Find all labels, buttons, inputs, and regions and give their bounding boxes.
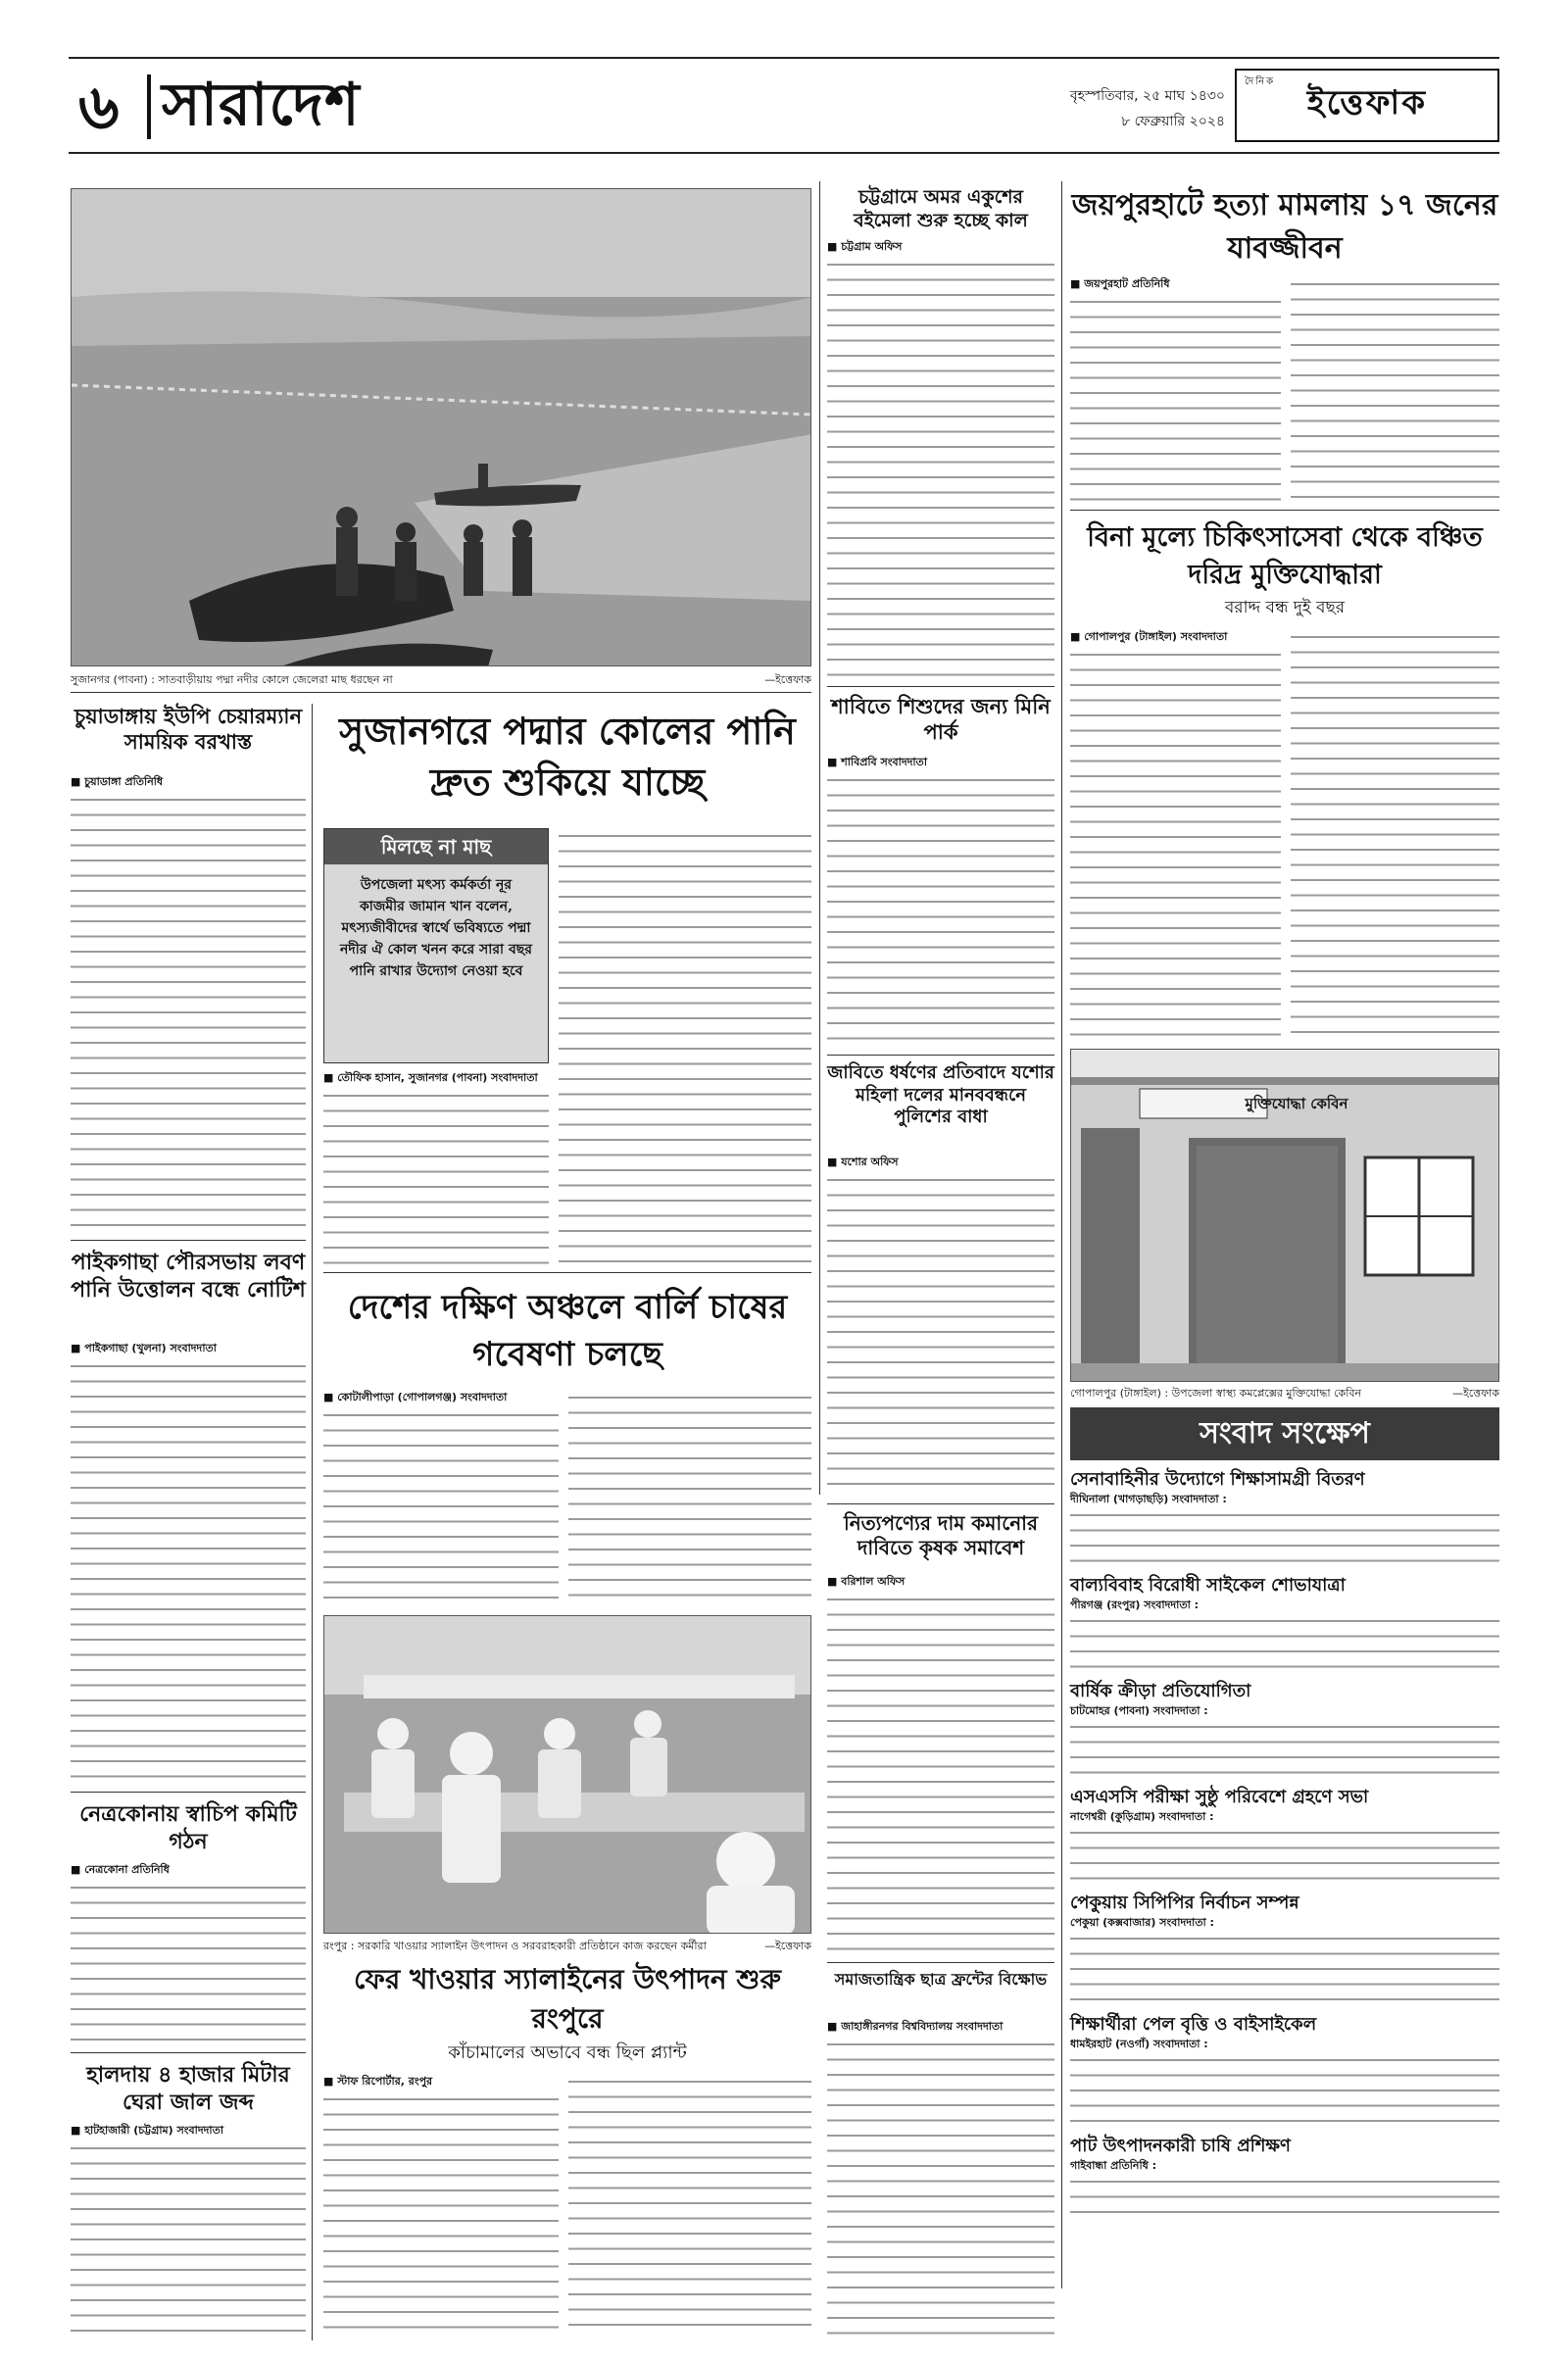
cabin-photo-caption-row	[1070, 1386, 1499, 1401]
saline-photo-caption-row	[323, 1939, 811, 1953]
brief-title: বার্ষিক ক্রীড়া প্রতিযোগিতা	[1070, 1681, 1251, 1701]
brief-title: পেকুয়ায় সিপিপির নির্বাচন সম্পন্ন	[1070, 1893, 1299, 1913]
book-fair-headline: চট্টগ্রামে অমর একুশের বইমেলা শুরু হচ্ছে কাল	[854, 186, 1028, 231]
brief-body	[1070, 1507, 1499, 1568]
netrokona-byline: ■ নেত্রকোনা প্রতিনিধি	[71, 1863, 170, 1876]
brief-body	[1070, 1719, 1499, 1780]
freedom-byline: ■ গোপালপুর (টাঙ্গাইল) সংবাদদাতা	[1070, 630, 1228, 643]
river-photo-illustration	[72, 189, 811, 666]
brief-body	[1070, 1931, 1499, 2007]
date-english: ৮ ফেব্রুয়ারি ২০২৪	[1121, 114, 1225, 129]
book-fair-byline: ■ চট্টগ্রাম অফিস	[827, 240, 903, 253]
haldai-body	[71, 2140, 306, 2336]
freedom-headline: বিনা মূল্যে চিকিৎসাসেবা থেকে বঞ্চিত দরিদ্র মুক্তিযোদ্ধারা	[1087, 522, 1483, 590]
divider	[1070, 510, 1499, 511]
page-number-divider	[147, 74, 151, 139]
divider	[323, 1272, 811, 1273]
mini-park-byline: ■ শাবিপ্রবি সংবাদদাতা	[827, 756, 928, 768]
joypurhat-headline: জয়পুরহাটে হত্যা মামলায় ১৭ জনের যাবজ্জীবন	[1071, 188, 1498, 266]
farmers-byline: ■ বরিশাল অফিস	[827, 1575, 906, 1588]
saline-subhead: কাঁচামালের অভাবে বন্ধ ছিল প্ল্যান্ট	[448, 2042, 687, 2063]
column-divider	[1061, 181, 1062, 2288]
saline-body-col1	[323, 2091, 559, 2336]
brief-title: সেনাবাহিনীর উদ্যোগে শিক্ষাসামগ্রী বিতরণ	[1070, 1469, 1365, 1490]
mini-park-headline: শাবিতে শিশুদের জন্য মিনি পার্ক	[831, 694, 1051, 745]
river-photo-caption-row	[71, 672, 811, 687]
divider	[827, 1503, 1054, 1504]
paikgachha-byline: ■ পাইকগাছা (খুলনা) সংবাদদাতা	[71, 1342, 217, 1354]
section-title: সারাদেশ	[162, 71, 361, 139]
brief-byline: নাগেশ্বরী (কুড়িগ্রাম) সংবাদদাতা :	[1070, 1810, 1214, 1823]
briefs-title: সংবাদ সংক্ষেপ	[1070, 1407, 1499, 1460]
river-photo	[71, 188, 811, 666]
farmers-body	[827, 1592, 1054, 1954]
freedom-body-col1	[1070, 647, 1281, 1039]
brief-item	[1070, 1892, 1499, 2007]
book-fair-body	[827, 257, 1054, 678]
brief-item	[1070, 1574, 1499, 1674]
padma-byline: ■ তৌফিক হাসান, সুজানগর (পাবনা) সংবাদদাতা	[323, 1071, 538, 1084]
brief-body	[1070, 2174, 1499, 2219]
netrokona-body	[71, 1880, 306, 2046]
chuadanga-byline: ■ চুয়াডাঙ্গা প্রতিনিধি	[71, 775, 164, 788]
haldai-headline: হালদায় ৪ হাজার মিটার ঘেরা জাল জব্দ	[86, 2062, 290, 2115]
divider	[71, 1792, 306, 1793]
brief-title: শিক্ষার্থীরা পেল বৃত্তি ও বাইসাইকেল	[1070, 2014, 1317, 2035]
farmers-headline: নিত্যপণ্যের দাম কমানোর দাবিতে কৃষক সমাবেশ	[844, 1511, 1038, 1559]
padma-quote-box	[323, 828, 549, 1063]
padma-box-title: মিলছে না মাছ	[324, 829, 548, 864]
brief-byline: চাটমোহর (পাবনা) সংবাদদাতা :	[1070, 1704, 1208, 1717]
brief-item	[1070, 1680, 1499, 1780]
brief-byline: পীরগঞ্জ (রংপুর) সংবাদদাতা :	[1070, 1599, 1200, 1611]
date-block	[990, 83, 1225, 134]
divider	[827, 1962, 1054, 1963]
brief-body	[1070, 1613, 1499, 1674]
chhatra-byline: ■ জাহাঙ্গীরনগর বিশ্ববিদ্যালয় সংবাদদাতা	[827, 2020, 1004, 2033]
top-rule	[69, 57, 1499, 59]
column-divider	[312, 704, 313, 2340]
brief-title: পাট উৎপাদনকারী চাষি প্রশিক্ষণ	[1070, 2136, 1291, 2156]
barley-headline: দেশের দক্ষিণ অঞ্চলে বার্লি চাষের গবেষণা চলছে	[347, 1288, 788, 1374]
page-number: ৬	[78, 71, 120, 144]
haldai-byline: ■ হাটহাজারী (চট্টগ্রাম) সংবাদদাতা	[71, 2124, 224, 2137]
paikgachha-body	[71, 1358, 306, 1786]
newspaper-logo	[1235, 69, 1499, 142]
divider	[827, 1055, 1054, 1056]
saline-headline: ফের খাওয়ার স্যালাইনের উৎপাদন শুরু রংপুরে	[354, 1963, 781, 2035]
brief-item	[1070, 2135, 1499, 2219]
brief-byline: গাইবান্ধা প্রতিনিধি :	[1070, 2159, 1157, 2172]
barley-byline: ■ কোটালীপাড়া (গোপালগঞ্জ) সংবাদদাতা	[323, 1391, 508, 1403]
saline-byline: ■ স্টাফ রিপোর্টার, রংপুর	[323, 2075, 433, 2088]
logo-tagline: দৈনিক	[1245, 76, 1276, 87]
brief-body	[1070, 1825, 1499, 1886]
brief-title: এসএসসি পরীক্ষা সুষ্ঠু পরিবেশে গ্রহণে সভা	[1070, 1787, 1369, 1807]
barley-body-col1	[323, 1407, 559, 1603]
padma-body-col2	[559, 828, 811, 1264]
chuadanga-headline: চুয়াডাঙ্গায় ইউপি চেয়ারম্যান সাময়িক বরখাস্ত	[74, 704, 303, 755]
column-divider	[819, 181, 820, 1495]
brief-item	[1070, 1468, 1499, 1568]
mini-park-body	[827, 772, 1054, 1047]
masthead-bottom-rule	[69, 152, 1499, 154]
chuadanga-body	[71, 792, 306, 1233]
paikgachha-headline: পাইকগাছা পৌরসভায় লবণ পানি উত্তোলন বন্ধে নোটিশ	[71, 1250, 306, 1303]
joypurhat-body-col2	[1291, 276, 1499, 505]
padma-box-quote: উপজেলা মৎস্য কর্মকর্তা নূর কাজমীর জামান খান বলেন, মৎস্যজীবীদের স্বার্থে ভবিষ্যতে পদ্মা নদীর ঐ কোল খনন করে সারা বছর পানি রাখার উদ্যোগ নেওয়া হবে	[340, 877, 532, 979]
barley-body-col2	[568, 1390, 811, 1603]
freedom-subhead: বরাদ্দ বন্ধ দুই বছর	[1224, 598, 1346, 617]
joypurhat-byline: ■ জয়পুরহাট প্রতিনিধি	[1070, 277, 1170, 290]
cabin-sign: মুক্তিযোদ্ধা কেবিন	[1245, 1095, 1348, 1112]
saline-body-col2	[568, 2074, 811, 2336]
river-photo-caption: সুজানগর (পাবনা) : সাতবাড়ীয়ায় পদ্মা নদীর কোলে জেলেরা মাছ ধরছেন না	[71, 673, 393, 686]
cabin-photo	[1070, 1049, 1499, 1382]
date-bangla: বৃহস্পতিবার, ২৫ মাঘ ১৪৩০	[1069, 88, 1225, 104]
river-photo-credit: —ইত্তেফাক	[764, 673, 811, 686]
saline-factory-photo	[323, 1615, 811, 1934]
brief-byline: দীঘিনালা (খাগড়াছড়ি) সংবাদদাতা :	[1070, 1493, 1227, 1505]
divider	[827, 686, 1054, 687]
saline-photo-credit: —ইত্তেফাক	[764, 1940, 811, 1952]
joypurhat-body-col1	[1070, 294, 1281, 505]
cabin-photo-credit: —ইত্তেফাক	[1452, 1387, 1499, 1400]
briefs-list	[1070, 1468, 1499, 2219]
jabi-headline: জাবিতে ধর্ষণের প্রতিবাদে যশোর মহিলা দলের মানববন্ধনে পুলিশের বাধা	[827, 1062, 1054, 1127]
saline-photo-caption: রংপুর : সরকারি খাওয়ার স্যালাইন উৎপাদন ও সরবরাহকারী প্রতিষ্ঠানে কাজ করছেন কর্মীরা	[323, 1940, 707, 1952]
jabi-body	[827, 1172, 1054, 1496]
brief-byline: ধামইরহাট (নওগাঁ) সংবাদদাতা :	[1070, 2038, 1208, 2050]
brief-title: বাল্যবিবাহ বিরোধী সাইকেল শোভাযাত্রা	[1070, 1575, 1346, 1596]
padma-body-col1	[323, 1088, 549, 1264]
divider	[71, 1240, 306, 1241]
brief-item	[1070, 1786, 1499, 1886]
padma-headline: সুজানগরে পদ্মার কোলের পানি দ্রুত শুকিয়ে যাচ্ছে	[339, 709, 796, 804]
netrokona-headline: নেত্রকোনায় স্বাচিপ কমিটি গঠন	[79, 1801, 297, 1854]
jabi-byline: ■ যশোর অফিস	[827, 1156, 899, 1168]
brief-item	[1070, 2013, 1499, 2129]
logo-text: ইত্তেফাক	[1306, 83, 1428, 123]
divider	[71, 692, 811, 693]
brief-byline: পেকুয়া (কক্সবাজার) সংবাদদাতা :	[1070, 1916, 1214, 1929]
chhatra-body	[827, 2037, 1054, 2336]
saline-factory-photo-illustration	[324, 1616, 811, 1934]
freedom-body-col2	[1291, 629, 1499, 1039]
brief-body	[1070, 2052, 1499, 2129]
divider	[71, 2052, 306, 2053]
cabin-photo-caption: গোপালপুর (টাঙ্গাইল) : উপজেলা স্বাস্থ্য কমপ্লেক্সের মুক্তিযোদ্ধা কেবিন	[1070, 1387, 1362, 1400]
chhatra-headline: সমাজতান্ত্রিক ছাত্র ফ্রন্টের বিক্ষোভ	[834, 1970, 1048, 1989]
